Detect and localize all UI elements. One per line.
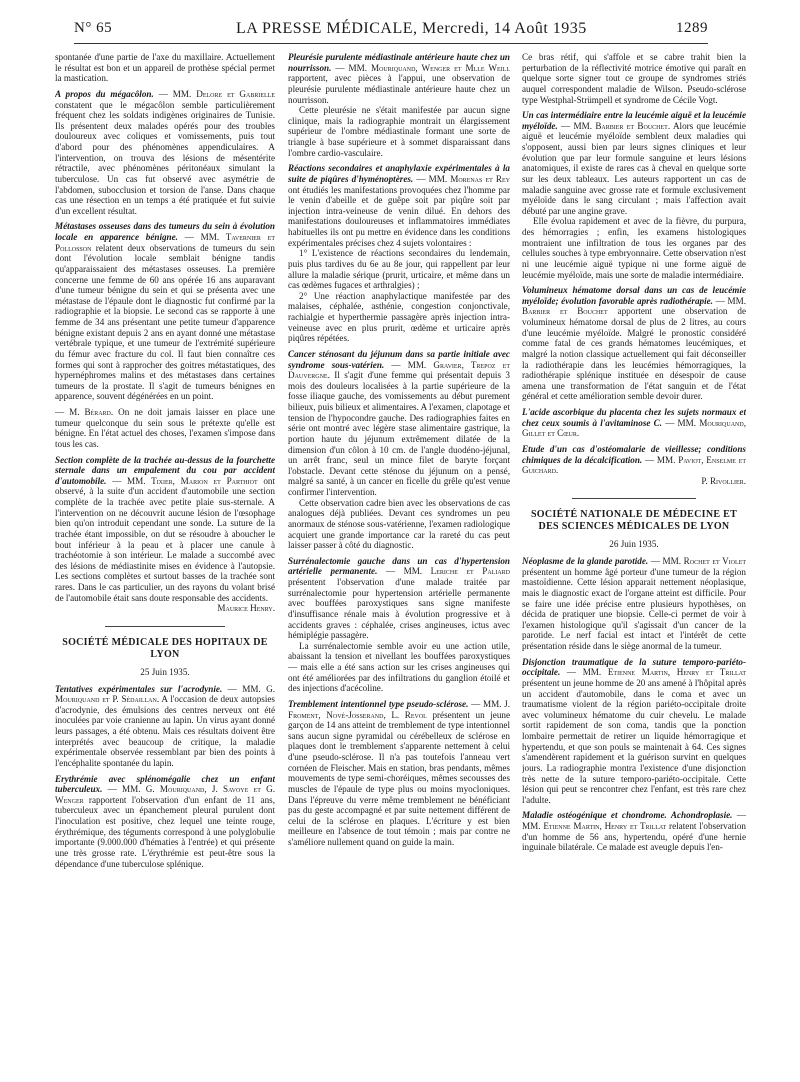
page-number: 1289	[676, 20, 708, 36]
abstract-dash: —	[106, 475, 128, 486]
abstract-title: Un cas intermédiaire entre la leucémie aiguë et la leucémie myéloïde.	[522, 110, 746, 131]
abstract-title: Etude d'un cas d'ostéomalarie de vieillesse; conditions chimiques de la décalcification.	[522, 443, 746, 465]
abstract-title: Erythrémie avec splénomégalie chez un enfant tuberculeux.	[55, 773, 275, 795]
issue-number: N° 65	[74, 20, 113, 36]
abstract-body: relatent deux observations de tumeurs du sein dont l'évolution locale semblait bénigne tandis qu'apparaissaient des métastases osseuses. La première concerne une femme de 60 ans opérée 16 ans auparavant d'une tumeur bénigne du sein et qui se présenta avec une métastase de l'épaule dont le diagnostic fut confirmé par la radiographie et la biopsie. Le second cas se rapporte à une femme de 34 ans présentant une petite tumeur d'apparence bénigne existant depuis 2 ans en ayant donné une métastase vertébrale typique, et une tumeur de l'extrémité supérieure du fémur avec fracture du col. Il faut bien connaître ces formes qui sont à rapprocher des goitres métastatiques, des hypernéphromes malins et des métastases dans certaines tumeurs de la prostate. Il s'agit de tumeurs bénignes en apparence, souvent dégénérées en un point.	[55, 242, 275, 402]
journal-title: LA PRESSE MÉDICALE, Mercredi, 14 Août 1935	[236, 20, 587, 37]
abstract-body: On ne doit jamais laisser en place une tumeur quelconque du sein sous le prétexte qu'elle est bénigne. En l'état actuel des choses, l'examen s'impose dans tous les cas.	[55, 407, 275, 449]
abstract-entry	[288, 163, 510, 248]
abstract-dash: —	[102, 784, 123, 795]
abstract-title: Cancer sténosant du jéjunum dans sa partie initiale avec syndrome sous-vatérien.	[288, 348, 510, 370]
reporter-signature: P. Rivollier.	[701, 475, 746, 486]
paragraph: Ce bras rétif, qui s'affole et se cabre trahit bien la perturbation de la réflectivité motrice émotive qui paraît en quelque sorte signer tout ce groupe de syndromes striés auquel correspondent maladie de Wilson. Pseudo-sclérose type Westphal-Strümpell et syndrome de Cécile Vogt.	[522, 52, 746, 105]
abstract-entry	[288, 349, 510, 498]
abstract-authors: MM. Mouriquand, Wenger et Mlle Weill	[348, 62, 510, 73]
abstract-authors: MM. J. Froment, Nové-Josserand, L. Revol	[288, 698, 510, 720]
abstract-authors: MM. Mouriquand, Gillet et Cœur.	[522, 417, 746, 439]
abstract-body: présentent un homme âgé porteur d'une tumeur de la région mastoïdienne. Cette lésion apparait nettement néoplasique, mais le diagnostic exact de l'organe atteint est difficile. Pour se faire une idée précise entre plusieurs hypothèses, on décida de pratiquer une biopsie. Celle-ci permet de voir à l'examen histologique qu'il s'agissait d'un cancer de la parotide. Le nerf facial est intact et l'intérêt de cette présentation réside dans le siège anormal de la tumeur.	[522, 566, 746, 651]
abstract-body: ont observé, à la suite d'un accident d'automobile une section complète de la trachée avec petite plaie sus-sternale. A l'intervention on ne découvrit aucune lésion de l'œsophage bien qu'on introduit cependant une sonde. La suture de la trachée étant impossible, on dut se résoudre à aboucher le bout inférieur à la peau et à placer une canule à trachéotomie à son intérieur. Le malade a succombé avec des lésions de médiastinite mises en évidence à l'autopsie. Les sections complètes et surtout basses de la trachée sont rares. Dans le cas particulier, un des rayons du volant brisé de l'automobile était sans doute responsable des accidents.	[55, 475, 275, 603]
abstract-body: relatent l'observation d'un homme de 56 ans, hypertendu, opéré d'une hernie inguinale bilatérale. Ce malade est aveugle depuis l'en-	[522, 821, 746, 853]
abstract-title: Section complète de la trachée au-dessus de la fourchette sternale dans un empalement du cou par accident d'automobile.	[55, 454, 275, 486]
abstract-entry	[522, 407, 746, 439]
abstract-body: rapportent l'observation d'un enfant de 11 ans, tuberculeux avec un épanchement pleural purulent dont l'inoculation est positive, chez lequel une teinte rouge, érythrémique, des téguments correspond à une polyglobulie importante (9.000.000 d'hématies à l'entrée) et qui présente une très grosse rate. L'érythrémie est peut-être sous la dépendance d'une tuberculose splénique.	[55, 794, 275, 869]
abstract-authors: MM. G. Mouriquand et P. Sédaillan.	[55, 683, 275, 705]
abstract-entry	[288, 699, 510, 848]
abstract-authors: MM. Tixier, Marion et Parthiot	[127, 475, 258, 486]
section-rule	[572, 498, 696, 499]
abstract-dash: —	[222, 683, 243, 694]
abstract-body: Alors que leucémie aiguë et leucémie myéloïde semblent deux maladies qui s'opposent, aussi bien par leurs signes cliniques et leur évolution que par leur formule sanguine et leurs lésions anatomiques, il existe de rares cas à cheval en quelque sorte sur les deux tableaux. Les auteurs rapportent un cas de maladie sanguine avec grosse rate et formule exclusivement myéloïde dans le sang circulant ; mais l'affection avait débuté par une angine grave.	[522, 120, 746, 216]
abstract-authors: MM. Tavernier et Pollosson	[55, 232, 275, 253]
abstract-title: Maladie ostéogénique et chondrome. Achondroplasie.	[522, 810, 733, 821]
abstract-authors: MM. G. Mouriquand, J. Savoye et G. Wenger	[55, 784, 275, 805]
abstract-authors: MM. Gravier, Trepoz et Dauvergne.	[288, 359, 510, 381]
abstract-body: présentent un jeune garçon de 14 ans atteint de tremblement de type intentionnel sans aucun signe pyramidal ou cérébelleux de sclérose en plaques dont le tremblement s'apparente nettement à celui d'une pseudo-sclérose. Il n'a pas toutefois l'anneau vert cornéen de Fleischer. Mais en station, bras pendants, mêmes mouvements de type semi-choréiques, mêmes secousses des muscles de l'épaule de type plus ou moins myocloniques. Dans l'épreuve du verre même tremblement ne bénéficiant pas du geste accompagné et par suite nettement différent de celui de la sclérose en plaques. L'écriture y est bien meilleure en l'absence de tout témoin ; mais par contre ne s'améliore nullement quand on guide la main.	[288, 709, 510, 847]
abstract-dash: —	[55, 407, 70, 417]
abstract-authors: MM. Morenas et Rey	[428, 173, 510, 184]
abstract-body: A l'occasion de deux autopsies d'acrodynie, des émulsions des centres nerveux ont été inoculées par voie cranienne au lapin. Un virus ayant donné leurs passages, a été obtenu. Mais ces résultats doivent être interprétés avec beaucoup de critique, la maladie expérimentale observée ressemblant par bien des points à l'encéphalite spontanée du lapin.	[55, 694, 275, 768]
abstract-entry	[55, 684, 275, 769]
abstract-title: Surrénalectomie gauche dans un cas d'hypertension artérielle permanente.	[288, 555, 510, 577]
column-left	[55, 52, 275, 1064]
abstract-entry	[55, 221, 275, 402]
abstract-title: Tentatives expérimentales sur l'acrodynie.	[55, 683, 223, 694]
abstract-authors: MM. Delore et Gabrielle	[172, 88, 275, 99]
abstract-title: Tremblement intentionnel type pseudo-sclérose.	[288, 698, 469, 709]
abstract-entry	[288, 556, 510, 641]
abstract-body: apportent une observation de volumineux hématome dorsal de plus de 2 litres, au cours d'une leucémie myéloïde. Malgré le pronostic considéré comme fatal de ces grands hématomes leucémiques, et malgré la notion classique actuellement qui fait déconseiller la radiothérapie dans les leucémies hémorragiques, la radiothérapie splénique instituée en désespoir de cause amena une transformation de l'état sanguin et de l'état général et cette amélioration semble devoir durer.	[522, 306, 746, 402]
abstract-authors: MM. Rochet et Violet	[662, 556, 746, 566]
abstract-authors: MM. Paviot, Enselme et Guichard.	[522, 454, 746, 476]
abstract-dash: —	[732, 810, 746, 821]
abstract-dash: —	[560, 667, 583, 678]
abstract-title: L'acide ascorbique du placenta chez les sujets normaux et chez ceux soumis à l'avitaminose C.	[522, 407, 746, 428]
abstract-authors: MM. Leriche et Paliard	[403, 566, 510, 577]
abstract-entry	[55, 89, 275, 217]
abstract-entry	[522, 110, 746, 216]
abstract-entry	[55, 455, 275, 604]
abstract-title: A propos du mégacôlon.	[55, 88, 154, 99]
abstract-entry	[522, 657, 746, 806]
society-heading: SOCIÉTÉ MÉDICALE DES HOPITAUX DE LYON	[62, 636, 268, 660]
abstract-dash: —	[413, 173, 429, 184]
abstract-title: Néoplasme de la glande parotide.	[522, 556, 649, 566]
abstract-entry	[55, 774, 275, 870]
abstract-entry	[522, 444, 746, 476]
abstract-body: présentent un jeune homme de 20 ans amené à l'hôpital après un accident d'automobile, dans le coma et avec un traumatisme violent de la région pariéto-occipitale droite avec volumineux hématome du cuir chevelu. Le malade sortit rapidement de son coma, tandis que la ponction lombaire permettait de retirer un liquide hémorragique et hypertendu, et que son pouls se maintenait à 64. Ces signes s'amendèrent rapidement et la guérison survint en quelques jours. La radiographie montra l'existence d'une disjonction très nette de la suture temporo-pariéto-occipitale. Cette lésion qui peut se rencontrer chez l'enfant, est très rare chez l'adulte.	[522, 677, 746, 805]
header-rule	[74, 43, 708, 44]
session-date: 25 Juin 1935.	[140, 666, 190, 677]
abstract-dash: —	[331, 62, 349, 73]
abstract-body: ont étudiés les manifestations provoquées chez l'homme par le venin d'abeille et de guêpe soit par piqûre soit par injection intra-veineuse de venin dilué. En dehors des manifestations douloureuses et inflammatoires immédiates habituelles ils ont pu mettre en évidence dans les conditions expérimentales précises chez 4 sujets volontaires :	[288, 184, 510, 248]
abstract-title: Disjonction traumatique de la suture temporo-pariéto-occipitale.	[522, 656, 746, 678]
abstract-title: Métastases osseuses dans des tumeurs du sein à évolution locale en apparence bénigne.	[55, 221, 275, 242]
paragraph: 1° L'existence de réactions secondaires du lendemain, puis plus tardives du 6e au 8e jour, qui rappellent par leur allure la maladie sérique (prurit, urticaire, et même dans un cas œdèmes fugaces et arthralgies) ;	[288, 248, 510, 291]
abstract-dash: —	[662, 417, 678, 428]
abstract-dash: —	[642, 454, 657, 465]
abstract-dash: —	[648, 556, 663, 566]
abstract-body: présentent l'observation d'une malade traitée par surrénalectomie pour hypertension artérielle permanente avec bouffées paroxystiques sans signe manifeste d'insuffisance rénale mais à évolution progressive et à accidents graves : céphalée, crises angineuses, ictus avec hémiplégie passagère.	[288, 577, 510, 641]
abstract-body: rapportent, avec pièces à l'appui, une observation de pleurésie purulente médiastinale antérieure haute chez un nourrisson.	[288, 73, 510, 105]
abstract-entry	[522, 285, 746, 402]
abstract-title: Réactions secondaires et anaphylaxie expérimentales à la suite de piqûres d'hyménoptères.	[288, 163, 510, 184]
abstract-dash: —	[712, 295, 728, 306]
abstract-dash: —	[557, 120, 574, 131]
abstract-authors: MM. Barbier et Bouchet.	[573, 120, 671, 131]
abstract-dash: —	[384, 359, 408, 370]
abstract-entry	[55, 407, 275, 450]
abstract-authors: MM. Etienne Martin, Henry et Trillat	[582, 667, 746, 678]
paragraph: Cette pleurésie ne s'était manifestée par aucun signe clinique, mais la radiographie montrait un élargissement supérieur de l'ombre médiastinale formant une sorte de triangle à base supérieure et à sommet disparaissant dans l'ombre cardio-vasculaire.	[288, 105, 510, 158]
abstract-dash: —	[177, 232, 201, 242]
abstract-entry	[288, 52, 510, 105]
abstract-body: Il s'agit d'une femme qui présentait depuis 3 mois des douleurs localisées à la partie supérieure de la fosse iliaque gauche, des vomissements au début purement bilieux, puis bilieux et alimentaires. A l'examen, clapotage et tension de l'hypocondre gauche. Des radiographies faites en série ont montré avec légère stase alimentaire gastrique, la portion haute du jéjunum extrêmement dilatée de la dimension d'un côlon à 10 cm. de l'angle duodéno-jéjunal, un arrêt franc, seul un mince filet de baryte forçant l'obstacle. Devant cette sténose du jéjunum on a pensé, malgré sa santé, à un cancer en ficelle du grêle qu'est venue confirmer l'intervention.	[288, 370, 510, 497]
paragraph: spontanée d'une partie de l'axe du maxillaire. Actuellement le résultat est bon et un appareil de prothèse spécial permet la mastication.	[55, 52, 275, 84]
abstract-authors: M. Bérard.	[69, 407, 114, 417]
reporter-signature: Maurice Henry.	[217, 603, 275, 614]
abstract-title: Volumineux hématome dorsal dans un cas de leucémie myéloïde; évolution favorable après radiothérapie.	[522, 285, 746, 306]
abstract-authors: MM. Barbier et Bouchet	[522, 295, 746, 317]
column-middle	[288, 52, 510, 1066]
abstract-dash: —	[468, 698, 483, 709]
society-heading: SOCIÉTÉ NATIONALE DE MÉDECINE ET DES SCIENCES MÉDICALES DE LYON	[530, 509, 738, 533]
abstract-authors: MM. Etienne Martin, Henry et Trillat	[522, 821, 667, 831]
paragraph: 2° Une réaction anaphylactique manifestée par des malaises, céphalée, asthénie, congestion conjonctivale, rachialgie et hyperthermie passagère après injection intra-veineuse avec en plus prurit, œdème et urticaire après piqûres répétées.	[288, 290, 510, 344]
abstract-entry	[522, 556, 746, 652]
abstract-dash: —	[377, 566, 404, 577]
abstract-entry	[522, 810, 746, 853]
paragraph: Elle évolua rapidement et avec de la fièvre, du purpura, des hémorragies ; enfin, les examens histologiques montraient une infiltration de tous les organes par des cellules souches à type embryonnaire. Cette observation n'est ni une leucémie aiguë typique ni une forme aiguë de leucémie myéloïde, mais une sorte de maladie intermédiaire.	[522, 216, 746, 280]
paragraph: Cette observation cadre bien avec les observations de cas analogues déjà publiées. Devant ces syndromes un peu anormaux de sténose sous-vatérienne, l'examen radiologique acquiert une grande importance car la rareté du cas peut laisser passer à côté du diagnostic.	[288, 497, 510, 551]
abstract-body: constatent que le mégacôlon semble particulièrement fréquent chez les soldats indigènes originaires de Tunisie. Ils présentent deux malades opérés pour des troubles douloureux avec coliques et vomissements, puis tout d'abord pour des phénomènes appendiculaires. A l'intervention, on trouva des lésions de mésentérite rétractile, avec phénomènes péritonéaux simulant la tuberculose. Un cas fut observé avec asymétrie de l'abdomen, subocclusion et torsion de l'anse. Dans chaque cas une résection en un temps a été pratiquée et fut suivie d'un excellent résultat.	[55, 99, 275, 216]
abstract-dash: —	[153, 88, 173, 99]
paragraph: La surrénalectomie semble avoir eu une action utile, abaissant la tension et nivellant les bouffées paroxystiques — mais elle a été sans action sur les crises angineuses qui ont été améliorées par des infiltrations du ganglion étoilé et des injections d'acécoline.	[288, 640, 510, 694]
section-rule	[105, 626, 225, 627]
abstract-title: Pleurésie purulente médiastinale antérieure haute chez un nourrisson.	[288, 52, 510, 73]
column-right	[522, 52, 746, 1066]
page-header	[74, 20, 708, 42]
session-date: 26 Juin 1935.	[609, 539, 659, 550]
